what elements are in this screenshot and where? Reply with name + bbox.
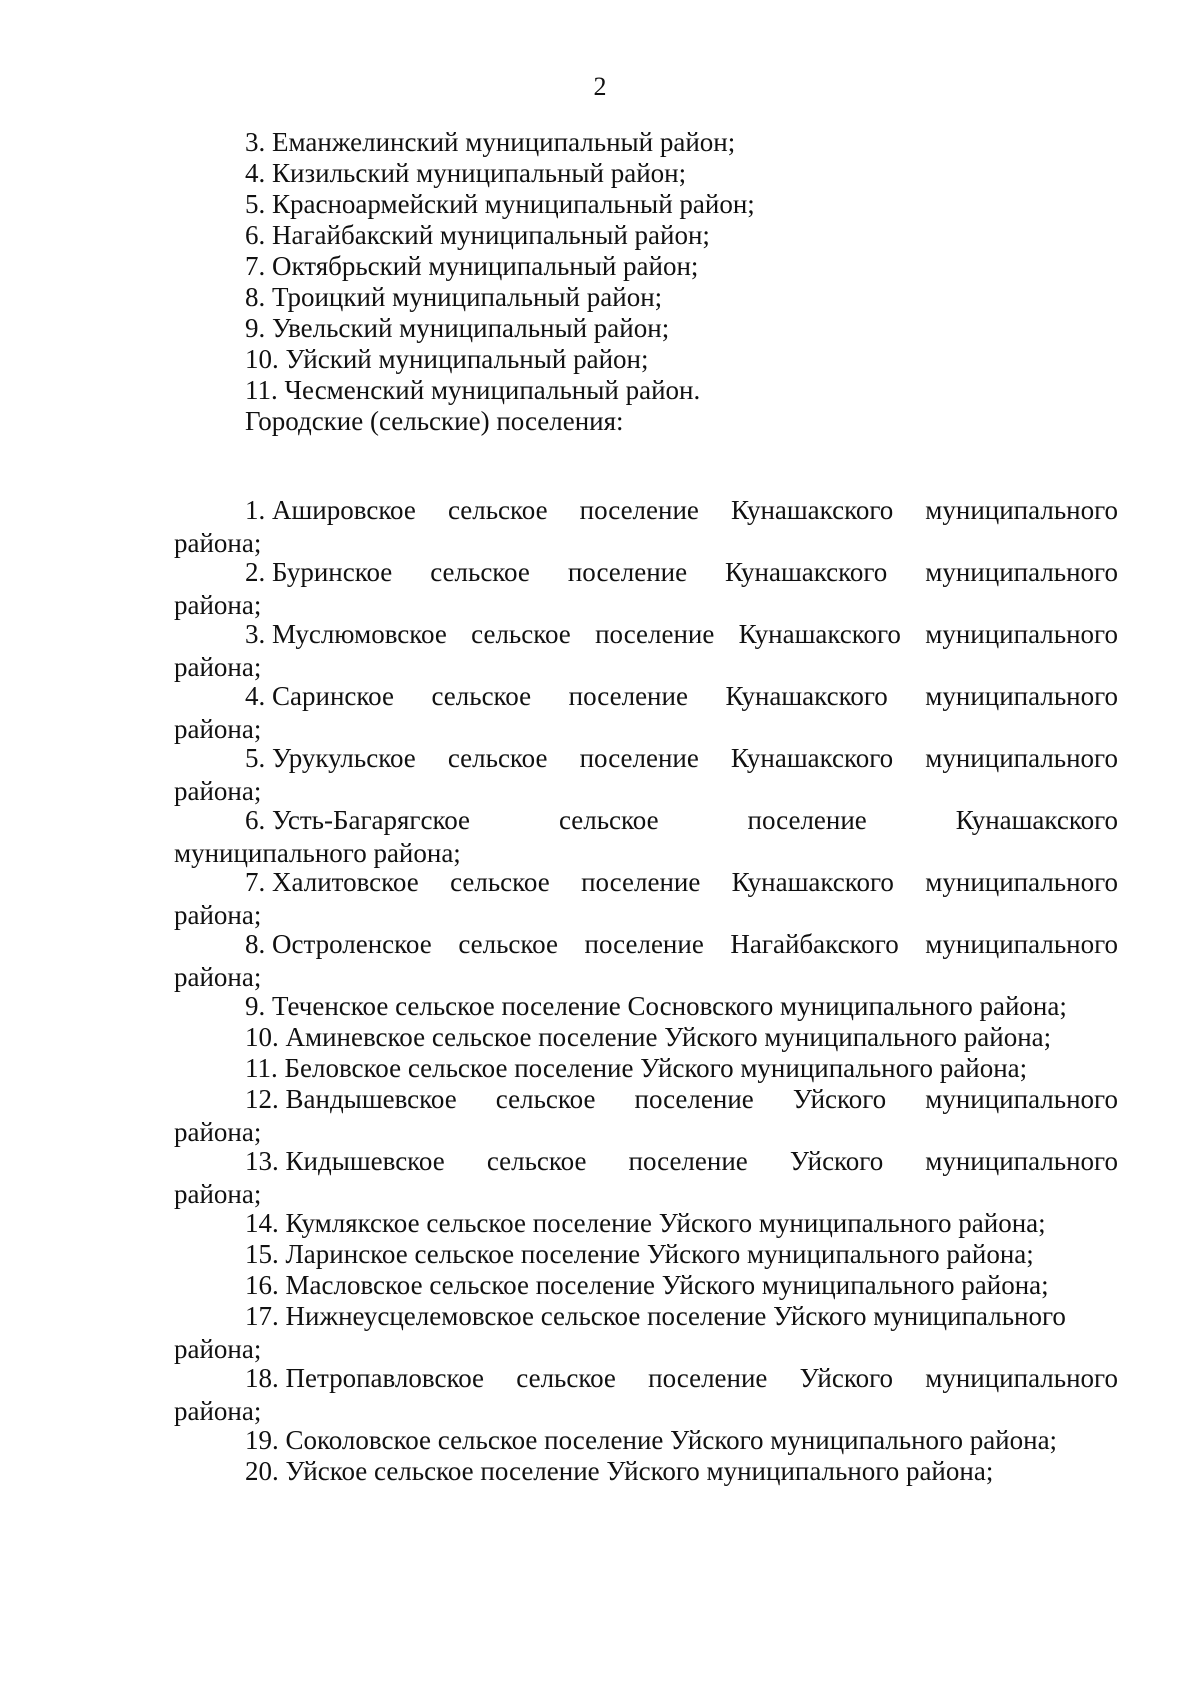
settlement-continuation: района; [174, 962, 262, 992]
page-number: 2 [593, 72, 607, 101]
settlement-item [174, 1021, 1118, 1054]
settlement-word: муниципального [925, 495, 1118, 525]
settlement-word: сельское [558, 805, 659, 835]
district-item: 11. Чесменский муниципальный район. [245, 375, 701, 405]
settlement-word: Уйского [799, 1363, 894, 1393]
settlement-line [174, 1083, 1118, 1116]
settlement-item [174, 1052, 1118, 1085]
settlement-word: 16. Масловское сельское поселение Уйского муниципального района; [245, 1270, 1049, 1300]
settlement-word: 6. Усть-Багарягское [245, 805, 471, 835]
settlement-item [174, 1455, 1118, 1488]
settlement-word: 11. Беловское сельское поселение Уйского муниципального района; [245, 1053, 1028, 1083]
settlement-continuation: района; [174, 1334, 262, 1364]
settlement-word: муниципального [925, 557, 1118, 587]
settlement-word: Уйского [792, 1084, 887, 1114]
settlement-word: 18. Петропавловское [245, 1363, 485, 1393]
settlement-line [174, 618, 1118, 651]
settlement-word: 3. Муслюмовское [245, 619, 447, 649]
settlement-word: сельское [447, 495, 548, 525]
district-item: 8. Троицкий муниципальный район; [245, 282, 663, 312]
settlement-word: поселение [747, 805, 867, 835]
settlement-item [174, 1300, 1118, 1366]
settlement-continuation: района; [174, 714, 262, 744]
settlement-item [174, 1269, 1118, 1302]
settlement-word: 4. Саринское [245, 681, 394, 711]
settlement-word: сельское [430, 557, 530, 587]
settlement-line [174, 990, 1118, 1023]
settlement-line [174, 680, 1118, 713]
settlement-item [174, 804, 1118, 870]
settlement-item [174, 928, 1118, 994]
settlement-item [174, 1207, 1118, 1240]
settlement-word: 2. Буринское [245, 557, 393, 587]
settlement-word: поселение [648, 1363, 768, 1393]
settlement-item [174, 494, 1118, 560]
settlement-item [174, 866, 1118, 932]
settlement-word: поселение [568, 681, 688, 711]
settlement-item [174, 990, 1118, 1023]
settlement-line [174, 1238, 1118, 1271]
settlement-word: муниципального [925, 743, 1118, 773]
settlement-item [174, 1083, 1118, 1149]
settlement-line [174, 1300, 1118, 1333]
settlement-line [174, 742, 1118, 775]
settlement-word: поселение [579, 743, 699, 773]
settlement-word: Кунашакского [725, 681, 888, 711]
settlement-word: муниципального [925, 681, 1118, 711]
settlement-continuation: района; [174, 1396, 262, 1426]
settlement-line [174, 1207, 1118, 1240]
settlement-continuation: района; [174, 1117, 262, 1147]
settlement-line [174, 804, 1118, 837]
settlement-continuation: района; [174, 590, 262, 620]
settlement-continuation: района; [174, 1179, 262, 1209]
settlement-word: муниципального [925, 1363, 1118, 1393]
settlement-item [174, 680, 1118, 746]
settlement-word: сельское [458, 929, 558, 959]
settlement-word: Нагайбакского [730, 929, 899, 959]
settlement-word: 10. Аминевское сельское поселение Уйского муниципального района; [245, 1022, 1052, 1052]
settlement-word: 13. Кидышевское [245, 1146, 445, 1176]
settlement-word: Кунашакского [738, 619, 901, 649]
settlement-word: 19. Соколовское сельское поселение Уйского муниципального района; [245, 1425, 1058, 1455]
settlement-word: сельское [471, 619, 571, 649]
settlement-line [174, 1145, 1118, 1178]
settlement-word: муниципального [925, 867, 1118, 897]
settlement-word: поселение [567, 557, 688, 587]
settlement-word: поселение [581, 867, 701, 897]
settlement-word: 8. Остроленское [245, 929, 432, 959]
settlement-continuation: района; [174, 900, 262, 930]
district-item: 4. Кизильский муниципальный район; [245, 158, 687, 188]
settlement-word: 7. Халитовское [245, 867, 419, 897]
settlement-item [174, 1424, 1118, 1457]
settlement-word: 20. Уйское сельское поселение Уйского муниципального района; [245, 1456, 994, 1486]
settlement-word: поселение [634, 1084, 754, 1114]
settlement-item [174, 1145, 1118, 1211]
settlement-word: сельское [516, 1363, 616, 1393]
settlement-word: 12. Вандышевское [245, 1084, 457, 1114]
settlement-word: сельское [450, 867, 550, 897]
settlement-word: 15. Ларинское сельское поселение Уйского муниципального района; [245, 1239, 1034, 1269]
settlement-word: муниципального [925, 929, 1118, 959]
settlement-line [174, 866, 1118, 899]
district-item: 10. Уйский муниципальный район; [245, 344, 649, 374]
settlement-word: 5. Урукульское [245, 743, 416, 773]
section-heading: Городские (сельские) поселения: [245, 406, 624, 436]
district-item: 3. Еманжелинский муниципальный район; [245, 127, 736, 157]
settlement-item [174, 618, 1118, 684]
settlement-line [174, 494, 1118, 527]
settlement-word: муниципального [925, 1146, 1118, 1176]
settlement-item [174, 742, 1118, 808]
settlement-word: Кунашакского [731, 867, 894, 897]
settlement-line [174, 1052, 1118, 1085]
settlement-word: Кунашакского [730, 495, 894, 525]
settlement-word: 14. Кумлякское сельское поселение Уйского муниципального района; [245, 1208, 1046, 1238]
district-item: 5. Красноармейский муниципальный район; [245, 189, 755, 219]
settlement-line [174, 556, 1118, 589]
settlement-line [174, 1021, 1118, 1054]
settlement-word: поселение [595, 619, 715, 649]
settlement-item [174, 556, 1118, 622]
settlement-line [174, 1455, 1118, 1488]
settlement-word: 9. Теченское сельское поселение Сосновского муниципального района; [245, 991, 1067, 1021]
settlement-word: муниципального [925, 619, 1118, 649]
settlement-word: муниципального [925, 1084, 1118, 1114]
district-item: 7. Октябрьский муниципальный район; [245, 251, 699, 281]
settlement-continuation: района; [174, 528, 262, 558]
settlement-item [174, 1238, 1118, 1271]
settlement-line [174, 1269, 1118, 1302]
settlement-line [174, 1424, 1118, 1457]
district-item: 6. Нагайбакский муниципальный район; [245, 220, 710, 250]
settlement-word: Кунашакского [725, 557, 888, 587]
settlement-word: 17. Нижнеусцелемовское сельское поселение Уйского муниципального [245, 1301, 1066, 1331]
settlement-word: сельское [431, 681, 532, 711]
settlement-continuation: района; [174, 776, 262, 806]
settlement-line [174, 1362, 1118, 1395]
settlement-word: Кунашакского [730, 743, 894, 773]
settlement-word: поселение [628, 1146, 748, 1176]
settlement-word: поселение [584, 929, 704, 959]
settlement-word: Кунашакского [955, 805, 1118, 835]
settlement-word: сельское [447, 743, 548, 773]
settlement-word: сельское [495, 1084, 596, 1114]
settlement-continuation: района; [174, 652, 262, 682]
settlement-word: сельское [486, 1146, 587, 1176]
settlement-line [174, 928, 1118, 961]
settlement-word: Уйского [789, 1146, 884, 1176]
settlement-continuation: муниципального района; [174, 838, 461, 868]
district-item: 9. Увельский муниципальный район; [245, 313, 670, 343]
settlement-word: поселение [579, 495, 699, 525]
settlement-word: 1. Ашировское [245, 495, 416, 525]
settlement-item [174, 1362, 1118, 1428]
